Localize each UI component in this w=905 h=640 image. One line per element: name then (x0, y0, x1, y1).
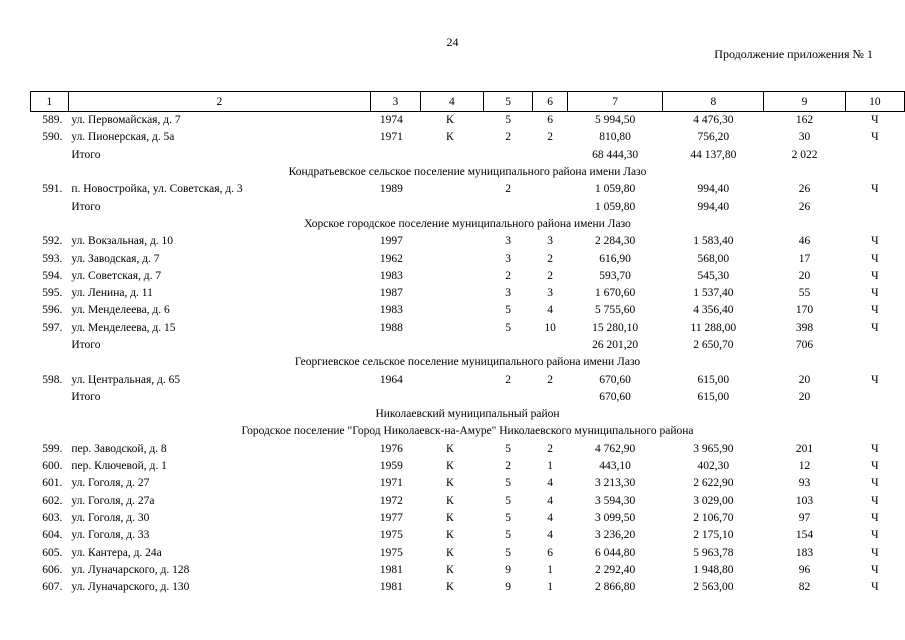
section-heading-row (31, 354, 905, 371)
mark-cell: Ч (871, 511, 879, 524)
mark-cell: Ч (871, 581, 879, 594)
living-area-cell: 2 175,10 (693, 529, 734, 542)
living-area-cell: 5 963,78 (693, 546, 734, 559)
year-cell: 1975 (379, 546, 403, 559)
floors-cell: 2 (505, 460, 511, 473)
entrances-cell: 4 (547, 304, 554, 317)
row-number: 597. (42, 321, 63, 334)
mark-cell: Ч (871, 252, 879, 265)
total-area-cell: 1 670,60 (594, 287, 636, 300)
year-cell: 1983 (379, 304, 403, 317)
table-body (31, 112, 905, 597)
residents-cell: 46 (798, 235, 811, 248)
residents-cell: 183 (795, 546, 814, 559)
empty-cell (31, 147, 69, 164)
entrances-cell (533, 181, 568, 198)
table-row (31, 475, 905, 492)
section-title: Николаевский муниципальный район (375, 408, 560, 421)
wall-material-cell (420, 285, 483, 302)
floors-cell: 3 (505, 252, 511, 265)
living-area-cell: 4 356,40 (693, 304, 734, 317)
mark-cell: Ч (871, 114, 879, 127)
section-heading-row (31, 216, 905, 233)
wall-material-cell: К (445, 546, 454, 559)
row-number: 604. (42, 529, 63, 542)
address-cell: ул. Менделеева, д. 15 (71, 321, 176, 334)
table-row (31, 285, 905, 302)
total-area-cell: 2 866,80 (594, 581, 636, 594)
address-cell: ул. Луначарского, д. 130 (71, 581, 190, 594)
floors-cell: 5 (505, 511, 511, 524)
living-area-cell: 3 965,90 (693, 442, 734, 455)
section-title: Хорское городское поселение муниципального района имени Лазо (304, 217, 631, 230)
entrances-cell: 1 (547, 563, 554, 576)
wall-material-cell (420, 320, 483, 337)
wall-material-cell: К (445, 563, 454, 576)
total-row (31, 337, 905, 354)
table-row (31, 371, 905, 388)
entrances-cell: 2 (547, 269, 554, 282)
housing-table (30, 91, 905, 596)
entrances-cell: 4 (547, 529, 554, 542)
total-label: Итого (71, 339, 101, 351)
total-area-cell: 810,80 (599, 131, 631, 144)
entrances-cell: 10 (544, 321, 556, 334)
row-number: 605. (42, 546, 63, 559)
address-cell: ул. Кантера, д. 24а (71, 546, 162, 559)
mark-cell: Ч (871, 373, 879, 386)
mark-cell: Ч (871, 477, 879, 490)
living-area-cell: 402,30 (697, 460, 730, 473)
mark-cell: Ч (871, 235, 879, 248)
wall-material-cell (420, 371, 483, 388)
total-area-cell: 3 594,30 (594, 494, 636, 507)
total-row (31, 198, 905, 215)
living-area-sum: 44 137,80 (690, 148, 737, 161)
column-header: 8 (663, 92, 764, 112)
total-area-sum: 68 444,30 (592, 148, 639, 161)
residents-cell: 20 (798, 269, 811, 282)
mark-cell: Ч (871, 546, 879, 559)
address-cell: ул. Заводская, д. 7 (71, 252, 160, 265)
table-row (31, 579, 905, 596)
entrances-cell: 1 (547, 581, 554, 594)
wall-material-cell: К (445, 581, 454, 594)
year-cell: 1964 (379, 373, 403, 386)
living-area-cell: 545,30 (697, 269, 730, 282)
header-row (31, 92, 905, 112)
empty-cell (370, 337, 567, 354)
total-label: Итого (71, 148, 101, 161)
empty-cell (370, 389, 567, 406)
residents-cell: 201 (795, 442, 814, 455)
floors-cell: 3 (505, 287, 511, 300)
address-cell: пер. Ключевой, д. 1 (71, 460, 167, 473)
address-cell: ул. Пионерская, д. 5а (71, 131, 175, 144)
row-number: 606. (42, 563, 63, 576)
table-row (31, 268, 905, 285)
wall-material-cell: К (445, 442, 454, 455)
year-cell: 1971 (379, 477, 403, 490)
mark-cell: Ч (871, 494, 879, 507)
mark-cell: Ч (871, 529, 879, 542)
year-cell: 1989 (379, 183, 403, 196)
wall-material-cell (420, 181, 483, 198)
section-title: Кондратьевское сельское поселение муниципального района имени Лазо (288, 166, 647, 179)
empty-cell (845, 198, 904, 215)
empty-cell (31, 198, 69, 215)
column-header: 3 (370, 92, 420, 112)
total-row (31, 147, 905, 164)
table-row (31, 493, 905, 510)
entrances-cell: 6 (547, 114, 554, 127)
living-area-cell: 2 563,00 (693, 581, 734, 594)
address-cell: п. Новостройка, ул. Советская, д. 3 (71, 183, 243, 196)
total-area-cell: 5 994,50 (594, 114, 636, 127)
entrances-cell: 3 (547, 235, 554, 248)
living-area-cell: 1 583,40 (693, 235, 734, 248)
table-row (31, 458, 905, 475)
living-area-cell: 11 288,00 (690, 321, 737, 334)
wall-material-cell: К (445, 511, 454, 524)
year-cell: 1997 (379, 235, 403, 248)
residents-cell: 26 (798, 183, 811, 196)
residents-cell: 93 (798, 477, 811, 490)
mark-cell: Ч (871, 269, 879, 282)
living-area-cell: 1 948,80 (693, 563, 734, 576)
table-row (31, 233, 905, 250)
residents-sum: 2 022 (791, 148, 818, 161)
residents-cell: 17 (798, 252, 811, 265)
total-label: Итого (71, 200, 101, 213)
year-cell: 1972 (379, 494, 403, 507)
floors-cell: 2 (505, 183, 511, 196)
year-cell: 1977 (379, 511, 403, 524)
row-number: 607. (42, 581, 63, 594)
living-area-sum: 2 650,70 (693, 339, 734, 351)
row-number: 591. (42, 183, 63, 196)
mark-cell: Ч (871, 563, 879, 576)
table-row (31, 544, 905, 561)
mark-cell: Ч (871, 183, 879, 196)
row-number: 600. (42, 460, 63, 473)
floors-cell: 5 (505, 477, 511, 490)
year-cell: 1981 (379, 563, 403, 576)
residents-cell: 82 (798, 581, 811, 594)
address-cell: ул. Центральная, д. 65 (71, 373, 181, 386)
residents-cell: 154 (795, 529, 814, 542)
floors-cell: 2 (505, 269, 511, 282)
address-cell: ул. Вокзальная, д. 10 (71, 235, 174, 248)
wall-material-cell (420, 250, 483, 267)
entrances-cell: 4 (547, 494, 554, 507)
living-area-cell: 568,00 (697, 252, 730, 265)
row-number: 601. (42, 477, 63, 490)
residents-cell: 30 (798, 131, 811, 144)
address-cell: ул. Ленина, д. 11 (71, 287, 153, 300)
column-header: 9 (764, 92, 845, 112)
year-cell: 1976 (379, 442, 403, 455)
table-row (31, 441, 905, 458)
living-area-cell: 994,40 (697, 183, 730, 196)
address-cell: ул. Гоголя, д. 33 (71, 529, 150, 542)
row-number: 595. (42, 287, 63, 300)
column-header: 4 (420, 92, 483, 112)
mark-cell: Ч (871, 442, 879, 455)
floors-cell: 2 (505, 373, 511, 386)
floors-cell: 2 (505, 131, 511, 144)
column-header: 10 (845, 92, 904, 112)
floors-cell: 5 (505, 494, 511, 507)
entrances-cell: 2 (547, 131, 554, 144)
residents-cell: 12 (798, 460, 811, 473)
empty-cell (845, 337, 904, 354)
address-cell: ул. Советская, д. 7 (71, 269, 162, 282)
row-number: 592. (42, 235, 63, 248)
mark-cell: Ч (871, 131, 879, 144)
table-row (31, 320, 905, 337)
floors-cell: 5 (505, 546, 511, 559)
table-row (31, 129, 905, 146)
total-area-sum: 26 201,20 (592, 339, 639, 351)
row-number: 594. (42, 269, 63, 282)
section-heading-row (31, 406, 905, 423)
floors-cell: 5 (505, 114, 511, 127)
address-cell: ул. Луначарского, д. 128 (71, 563, 190, 576)
total-area-sum: 1 059,80 (594, 200, 636, 213)
floors-cell: 5 (505, 529, 511, 542)
floors-cell: 9 (505, 581, 511, 594)
wall-material-cell: К (445, 131, 454, 144)
row-number: 602. (42, 494, 63, 507)
total-area-cell: 15 280,10 (592, 321, 639, 334)
table-row (31, 112, 905, 130)
year-cell: 1987 (379, 287, 403, 300)
total-area-cell: 4 762,90 (594, 442, 636, 455)
empty-cell (31, 389, 69, 406)
wall-material-cell: К (445, 114, 454, 127)
residents-cell: 20 (798, 373, 811, 386)
total-area-sum: 670,60 (599, 390, 631, 403)
total-area-cell: 5 755,60 (594, 304, 636, 317)
table-row (31, 302, 905, 319)
total-area-cell: 593,70 (599, 269, 631, 282)
living-area-cell: 615,00 (697, 373, 730, 386)
entrances-cell: 4 (547, 511, 554, 524)
row-number: 593. (42, 252, 63, 265)
year-cell: 1971 (379, 131, 403, 144)
total-area-cell: 1 059,80 (594, 183, 636, 196)
living-area-cell: 2 106,70 (693, 511, 734, 524)
address-cell: пер. Заводской, д. 8 (71, 442, 167, 455)
total-area-cell: 443,10 (599, 460, 631, 473)
mark-cell: Ч (871, 321, 879, 334)
column-header: 7 (567, 92, 662, 112)
empty-cell (370, 198, 567, 215)
address-cell: ул. Менделеева, д. 6 (71, 304, 170, 317)
row-number: 598. (42, 373, 63, 386)
year-cell: 1974 (379, 114, 403, 127)
mark-cell: Ч (871, 304, 879, 317)
wall-material-cell: К (445, 477, 454, 490)
page-number: 24 (446, 35, 459, 49)
living-area-cell: 3 029,00 (693, 494, 734, 507)
floors-cell: 9 (505, 563, 511, 576)
total-area-cell: 2 292,40 (594, 563, 636, 576)
row-number: 589. (42, 114, 63, 127)
address-cell: ул. Гоголя, д. 30 (71, 511, 150, 524)
continuation-caption: Продолжение приложения № 1 (714, 47, 873, 61)
total-area-cell: 6 044,80 (594, 546, 636, 559)
section-title: Георгиевское сельское поселение муниципального района имени Лазо (294, 356, 641, 369)
total-area-cell: 2 284,30 (594, 235, 636, 248)
section-title: Городское поселение "Город Николаевск-на-Амуре" Николаевского муниципального района (241, 425, 694, 438)
year-cell: 1975 (379, 529, 403, 542)
year-cell: 1981 (379, 581, 403, 594)
residents-cell: 96 (798, 563, 811, 576)
address-cell: ул. Первомайская, д. 7 (71, 114, 181, 127)
wall-material-cell: К (445, 494, 454, 507)
residents-sum: 26 (798, 200, 811, 213)
total-row (31, 389, 905, 406)
column-header: 5 (483, 92, 532, 112)
entrances-cell: 2 (547, 442, 554, 455)
residents-cell: 103 (795, 494, 814, 507)
total-area-cell: 3 099,50 (594, 511, 636, 524)
row-number: 596. (42, 304, 63, 317)
row-number: 603. (42, 511, 63, 524)
total-area-cell: 3 236,20 (594, 529, 636, 542)
section-heading-row (31, 164, 905, 181)
mark-cell: Ч (871, 287, 879, 300)
total-area-cell: 616,90 (599, 252, 631, 265)
table-row (31, 181, 905, 198)
entrances-cell: 4 (547, 477, 554, 490)
empty-cell (370, 147, 567, 164)
total-area-cell: 670,60 (599, 373, 631, 386)
address-cell: ул. Гоголя, д. 27 (71, 477, 150, 490)
address-cell: ул. Гоголя, д. 27а (71, 494, 155, 507)
empty-cell (845, 147, 904, 164)
total-label: Итого (71, 390, 101, 403)
entrances-cell: 1 (547, 460, 554, 473)
residents-sum: 20 (798, 390, 811, 403)
wall-material-cell: К (445, 460, 454, 473)
residents-cell: 170 (795, 304, 814, 317)
wall-material-cell (420, 302, 483, 319)
floors-cell: 5 (505, 442, 511, 455)
living-area-cell: 2 622,90 (693, 477, 734, 490)
living-area-cell: 756,20 (697, 131, 730, 144)
floors-cell: 5 (505, 304, 511, 317)
table-row (31, 527, 905, 544)
row-number: 590. (42, 131, 63, 144)
residents-sum: 706 (795, 339, 814, 351)
entrances-cell: 6 (547, 546, 554, 559)
living-area-cell: 1 537,40 (693, 287, 734, 300)
entrances-cell: 3 (547, 287, 554, 300)
year-cell: 1988 (379, 321, 403, 334)
column-header: 1 (31, 92, 69, 112)
entrances-cell: 2 (547, 252, 554, 265)
residents-cell: 162 (795, 114, 814, 127)
table-row (31, 562, 905, 579)
row-number: 599. (42, 442, 63, 455)
residents-cell: 97 (798, 511, 811, 524)
wall-material-cell (420, 268, 483, 285)
residents-cell: 55 (798, 287, 811, 300)
table-row (31, 510, 905, 527)
total-area-cell: 3 213,30 (594, 477, 636, 490)
floors-cell: 5 (505, 321, 511, 334)
column-header: 6 (533, 92, 568, 112)
living-area-cell: 4 476,30 (693, 114, 734, 127)
section-heading-row (31, 423, 905, 440)
year-cell: 1983 (379, 269, 403, 282)
wall-material-cell (420, 233, 483, 250)
living-area-sum: 615,00 (697, 390, 730, 403)
residents-cell: 398 (795, 321, 814, 334)
floors-cell: 3 (505, 235, 511, 248)
year-cell: 1959 (379, 460, 403, 473)
column-header: 2 (68, 92, 370, 112)
wall-material-cell: К (445, 529, 454, 542)
entrances-cell: 2 (547, 373, 554, 386)
empty-cell (31, 337, 69, 354)
mark-cell: Ч (871, 460, 879, 473)
living-area-sum: 994,40 (697, 200, 730, 213)
empty-cell (845, 389, 904, 406)
year-cell: 1962 (379, 252, 403, 265)
table-row (31, 250, 905, 267)
